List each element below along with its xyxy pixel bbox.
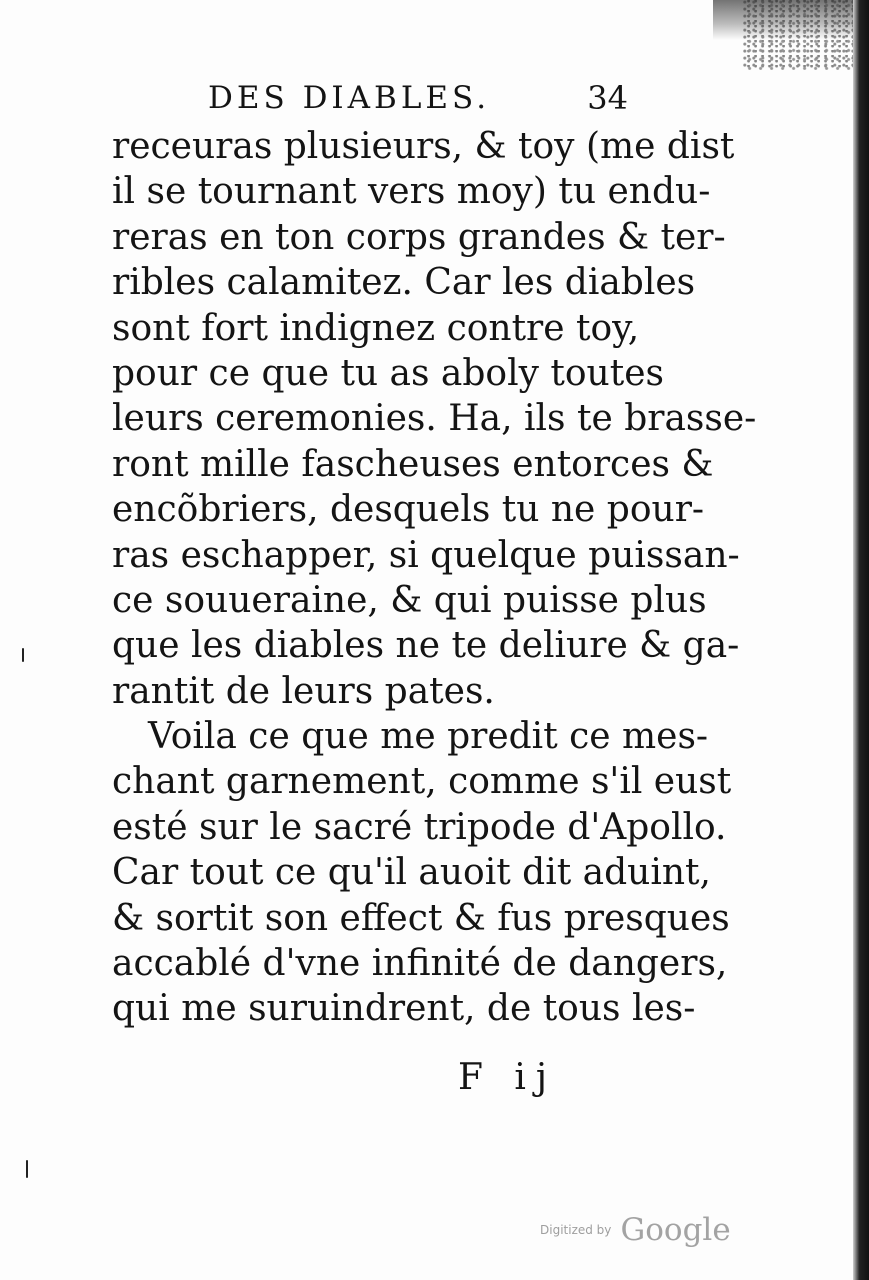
scan-speck xyxy=(22,648,24,662)
text-line: & sortit son effect & fus presques xyxy=(112,897,730,939)
text-line: il se tournant vers moy) tu endu- xyxy=(112,171,711,213)
text-line: ce souueraine, & qui puisse plus xyxy=(112,579,707,621)
google-logo: Google xyxy=(620,1212,731,1248)
text-line: ront mille fascheuses entorces & xyxy=(112,443,714,485)
text-line: sont fort indignez contre toy, xyxy=(112,307,640,349)
text-line: accablé d'vne infinité de dangers, xyxy=(112,943,728,985)
digitized-watermark xyxy=(540,1212,731,1252)
text-line-paragraph-start: Voila ce que me predit ce mes- xyxy=(148,716,709,758)
text-line: rantit de leurs pates. xyxy=(112,670,495,712)
text-line: esté sur le sacré tripode d'Apollo. xyxy=(112,806,727,848)
text-line: chant garnement, comme s'il eust xyxy=(112,761,732,803)
text-line: leurs ceremonies. Ha, ils te brasse- xyxy=(112,398,757,440)
text-line: receuras plusieurs, & toy (me dist xyxy=(112,126,735,167)
text-line: ras eschapper, si quelque puissan- xyxy=(112,534,740,576)
text-line: Car tout ce qu'il auoit dit aduint, xyxy=(112,852,711,894)
scan-edge-speckle xyxy=(743,0,853,70)
text-line: que les diables ne te deliure & ga- xyxy=(112,625,740,667)
watermark-prefix: Digitized by xyxy=(540,1223,612,1237)
scan-edge-right xyxy=(853,0,869,1280)
body-text xyxy=(112,124,757,1032)
text-line: encõbriers, desquels tu ne pour- xyxy=(112,489,705,531)
page-number: 34 xyxy=(587,79,628,117)
signature-mark: F ij xyxy=(458,1057,558,1098)
page-header xyxy=(208,78,638,118)
text-line: qui me suruindrent, de tous les- xyxy=(112,988,696,1030)
text-line: pour ce que tu as aboly toutes xyxy=(112,352,664,394)
running-title: DES DIABLES. xyxy=(208,80,491,116)
scan-speck xyxy=(26,1160,28,1178)
text-line: ribles calamitez. Car les diables xyxy=(112,262,696,304)
text-line: reras en ton corps grandes & ter- xyxy=(112,216,726,258)
